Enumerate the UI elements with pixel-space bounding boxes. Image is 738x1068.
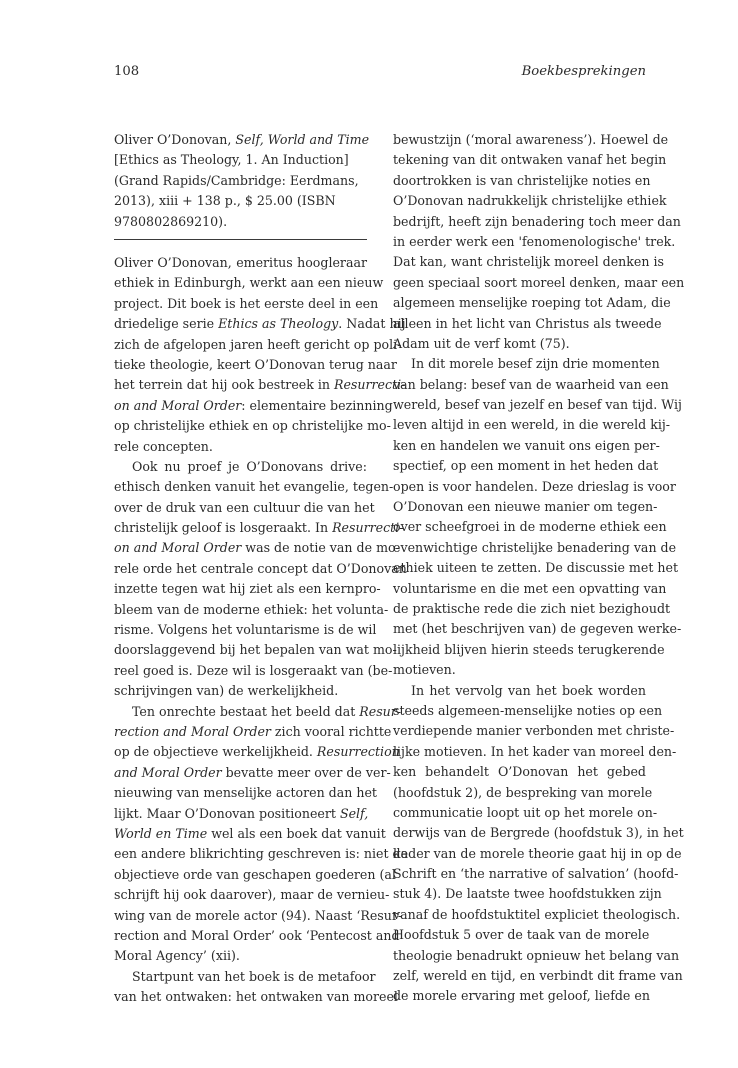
text-line: van belang: besef van de waarheid van een xyxy=(393,376,669,392)
citation-line: Oliver O’Donovan, Self, World and Time xyxy=(114,132,370,147)
text-line: de morele ervaring met geloof, liefde en xyxy=(393,988,650,1004)
text-line: over scheefgroei in de moderne ethiek een xyxy=(393,519,667,535)
text-line: O’Donovan een nieuwe manier om tegen- xyxy=(393,499,658,515)
text-line: kader van de morele theorie gaat hij in op de xyxy=(393,845,682,861)
text-line: inzette tegen wat hij ziet als een kernpro- xyxy=(114,581,381,597)
text-line: ethiek uiteen te zetten. De discussie met het xyxy=(393,560,679,576)
citation-line: 9780802869210). xyxy=(114,213,228,229)
text-line: World en Time wel als een boek dat vanuit xyxy=(114,825,386,841)
running-head: Boekbesprekingen xyxy=(521,64,646,79)
text-line: rection and Moral Order’ ook ‘Pentecost and xyxy=(114,927,400,943)
text-line: verdiepende manier verbonden met christe- xyxy=(393,723,675,739)
text-line: schrijft hij ook daarover), maar de vernieu- xyxy=(114,887,390,903)
text-line: wing van de morele actor (94). Naast ‘Resur- xyxy=(114,907,403,923)
text-line: Ook nu proef je O’Donovans drive: xyxy=(132,458,367,474)
text-line: het terrein dat hij ook bestreek in Resurrecti- xyxy=(114,377,406,393)
text-line: Oliver O’Donovan, emeritus hoogleraar xyxy=(114,255,367,270)
text-line: In dit morele besef zijn drie momenten xyxy=(411,356,660,372)
text-line: and Moral Order bevatte meer over de ver- xyxy=(114,764,391,780)
text-line: risme. Volgens het voluntarisme is de wil xyxy=(114,622,377,638)
text-line: spectief, op een moment in het heden dat xyxy=(393,458,659,474)
text-line: leven altijd in een wereld, in die wereld kij- xyxy=(393,417,671,433)
text-line: Ten onrechte bestaat het beeld dat Resur- xyxy=(132,703,402,719)
citation-line: (Grand Rapids/Cambridge: Eerdmans, xyxy=(114,172,359,188)
text-line: stuk 4). De laatste twee hoofdstukken zijn xyxy=(393,886,662,902)
text-line: tekening van dit ontwaken vanaf het begin xyxy=(393,152,667,168)
text-line: tieke theologie, keert O’Donovan terug naar xyxy=(114,356,397,372)
text-line: evenwichtige christelijke benadering van de xyxy=(393,539,677,555)
text-line: rele concepten. xyxy=(114,438,213,454)
text-line: (hoofdstuk 2), de bespreking van morele xyxy=(393,784,653,800)
text-line: doortrokken is van christelijke noties en xyxy=(393,172,651,188)
citation-block xyxy=(114,130,370,232)
text-line: van het ontwaken: het ontwaken van moreel xyxy=(114,989,398,1005)
citation-line: 2013), xiii + 138 p., $ 25.00 (ISBN xyxy=(114,193,336,209)
text-line: driedelige serie Ethics as Theology. Nadat hij xyxy=(114,316,406,332)
text-line: Adam uit de verf komt (75). xyxy=(393,335,570,351)
text-line: ethisch denken vanuit het evangelie, tegen- xyxy=(114,479,394,495)
page-number: 108 xyxy=(114,64,140,79)
text-line: derwijs van de Bergrede (hoofdstuk 3), in het xyxy=(393,825,684,841)
text-line: ken en handelen we vanuit ons eigen per- xyxy=(393,437,660,453)
text-line: een andere blikrichting geschreven is: niet de xyxy=(114,846,409,862)
text-line: motieven. xyxy=(393,662,456,678)
text-line: op christelijke ethiek en op christelijke mo- xyxy=(114,418,391,434)
text-line: project. Dit boek is het eerste deel in een xyxy=(114,295,379,311)
text-line: alleen in het licht van Christus als tweede xyxy=(393,315,662,331)
text-line: wereld, besef van jezelf en besef van tijd. Wij xyxy=(393,397,682,413)
text-line: Schrift en ‘the narrative of salvation’ (hoofd- xyxy=(393,866,679,882)
text-line: communicatie loopt uit op het morele on- xyxy=(393,804,658,820)
text-line: de praktische rede die zich niet bezighoudt xyxy=(393,600,671,616)
text-line: on and Moral Order: elementaire bezinning xyxy=(114,397,393,413)
right-column-text xyxy=(393,130,685,1007)
text-line: bewustzijn (‘moral awareness’). Hoewel de xyxy=(393,132,669,147)
text-line: objectieve orde van geschapen goederen (al xyxy=(114,866,396,882)
citation-divider xyxy=(114,239,367,240)
text-line: open is voor handelen. Deze drieslag is voor xyxy=(393,478,676,494)
text-line: op de objectieve werkelijkheid. Resurrection xyxy=(114,744,400,760)
left-column-text xyxy=(114,253,409,1007)
text-line: Hoofdstuk 5 over de taak van de morele xyxy=(393,927,650,943)
text-line: voluntarisme en die met een opvatting van xyxy=(393,580,667,596)
text-line: ken behandelt O’Donovan het gebed xyxy=(393,764,646,780)
text-line: over de druk van een cultuur die van het xyxy=(114,499,375,515)
text-line: algemeen menselijke roeping tot Adam, die xyxy=(393,295,671,311)
text-line: on and Moral Order was de notie van de mo- xyxy=(114,540,400,556)
text-line: bleem van de moderne ethiek: het volunta- xyxy=(114,601,389,617)
text-line: Startpunt van het boek is de metafoor xyxy=(132,968,376,984)
text-line: rection and Moral Order zich vooral richtte xyxy=(114,723,392,739)
text-line: reel goed is. Deze wil is losgeraakt van (be- xyxy=(114,662,393,678)
citation-line: [Ethics as Theology, 1. An Induction] xyxy=(114,152,349,168)
text-line: lijkt. Maar O’Donovan positioneert Self, xyxy=(114,805,369,821)
page-header xyxy=(114,64,646,86)
text-line: vanaf de hoofdstuktitel expliciet theologisch. xyxy=(393,906,681,922)
text-line: Dat kan, want christelijk moreel denken is xyxy=(393,254,664,270)
text-line: Moral Agency’ (xii). xyxy=(114,948,240,964)
text-line: In het vervolg van het boek worden xyxy=(411,682,646,698)
text-line: ethiek in Edinburgh, werkt aan een nieuw xyxy=(114,275,384,291)
text-line: schrijvingen van) de werkelijkheid. xyxy=(114,683,339,699)
text-line: met (het beschrijven van) de gegeven werke- xyxy=(393,621,682,637)
text-line: lijke motieven. In het kader van moreel den- xyxy=(393,743,677,759)
text-line: theologie benadrukt opnieuw het belang van xyxy=(393,947,680,963)
text-line: rele orde het centrale concept dat O’Donovan xyxy=(114,560,407,576)
text-line: geen speciaal soort moreel denken, maar een xyxy=(393,274,685,290)
text-line: doorslaggevend bij het bepalen van wat mo- xyxy=(114,642,397,658)
text-line: zich de afgelopen jaren heeft gericht op poli- xyxy=(114,336,402,352)
text-line: zelf, wereld en tijd, en verbindt dit frame van xyxy=(393,968,683,984)
text-line: steeds algemeen-menselijke noties op een xyxy=(393,702,663,718)
text-line: lijkheid blijven hierin steeds terugkerende xyxy=(393,641,665,657)
text-line: O’Donovan nadrukkelijk christelijke ethiek xyxy=(393,193,667,209)
text-line: bedrijft, heeft zijn benadering toch meer dan xyxy=(393,213,681,229)
text-line: nieuwing van menselijke actoren dan het xyxy=(114,785,377,801)
text-line: christelijk geloof is losgeraakt. In Resurrecti- xyxy=(114,520,404,536)
text-line: in eerder werk een 'fenomenologische' trek. xyxy=(393,233,676,249)
